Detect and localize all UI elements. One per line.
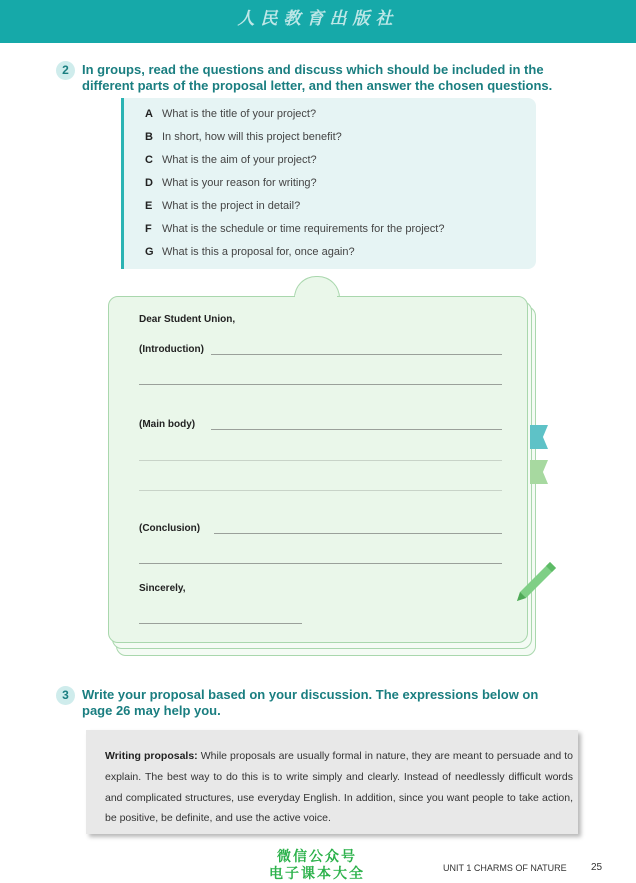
questions-box [121, 98, 536, 269]
letter-salutation: Dear Student Union, [139, 314, 236, 325]
question-item [145, 154, 317, 166]
question-item [145, 223, 444, 235]
question-letter: G [145, 246, 154, 258]
main-body-answer-line[interactable] [211, 429, 502, 430]
signature-line[interactable] [139, 623, 302, 624]
letter-conclusion-label: (Conclusion) [139, 523, 201, 534]
task2-instruction-line1: In groups, read the questions and discuss which should be included in the [82, 62, 544, 77]
watermark-line2: 电子课本大全 [269, 866, 365, 882]
question-text: What is your reason for writing? [162, 177, 317, 189]
question-text: What is the project in detail? [162, 200, 301, 212]
question-letter: A [145, 108, 153, 120]
publisher-name: 人民教育出版社 [237, 9, 399, 29]
question-text: What is the title of your project? [162, 108, 317, 120]
main-body-answer-line-3[interactable] [139, 490, 502, 491]
task3-instruction-line1: Write your proposal based on your discussion. The expressions below on [82, 687, 539, 702]
bookmark-tab-teal [530, 425, 548, 449]
question-text: What is this a proposal for, once again? [162, 246, 355, 258]
header-bar [0, 0, 636, 43]
writing-tip-box [86, 730, 578, 834]
question-item [145, 200, 300, 212]
question-letter: C [145, 154, 153, 166]
question-letter: F [145, 223, 152, 235]
footer-unit-title: UNIT 1 CHARMS OF NATURE [443, 863, 567, 873]
question-letter: D [145, 177, 153, 189]
question-letter: E [145, 200, 153, 212]
introduction-answer-line[interactable] [211, 354, 502, 355]
letter-tab-joint [295, 295, 337, 299]
writing-tip-text [105, 746, 573, 829]
letter-introduction-label: (Introduction) [139, 344, 204, 355]
letter-main-body-label: (Main body) [139, 419, 196, 430]
letter-closing: Sincerely, [139, 583, 186, 594]
question-item [145, 131, 342, 143]
introduction-answer-line-2[interactable] [139, 384, 502, 385]
conclusion-answer-line[interactable] [214, 533, 502, 534]
writing-tip-body: While proposals are usually formal in nature, they are meant to persuade and to explain. The best way to do this is to write simply and clearly. Instead of needlessly difficult words and complicated structures, use everyday English. In addition, since you want people to take action, be positive, be definite, and use the active voice. [105, 750, 573, 825]
task-number-badge: 3 [56, 686, 75, 705]
question-text: What is the schedule or time requirements for the project? [162, 223, 445, 235]
question-text: What is the aim of your project? [162, 154, 317, 166]
question-item [145, 246, 355, 258]
writing-tip-label: Writing proposals: [105, 750, 198, 762]
watermark-line1: 微信公众号 [277, 849, 357, 865]
task3-instruction-line2: page 26 may help you. [82, 703, 221, 718]
footer-page-number: 25 [591, 862, 603, 873]
question-item [145, 177, 317, 189]
main-body-answer-line-2[interactable] [139, 460, 502, 461]
task2-instruction-line2: different parts of the proposal letter, and then answer the chosen questions. [82, 78, 553, 93]
conclusion-answer-line-2[interactable] [139, 563, 502, 564]
question-text: In short, how will this project benefit? [162, 131, 342, 143]
task-number-badge: 2 [56, 61, 75, 80]
question-letter: B [145, 131, 153, 143]
pen-icon [512, 558, 558, 604]
bookmark-tab-green [530, 460, 548, 484]
question-item [145, 108, 316, 120]
